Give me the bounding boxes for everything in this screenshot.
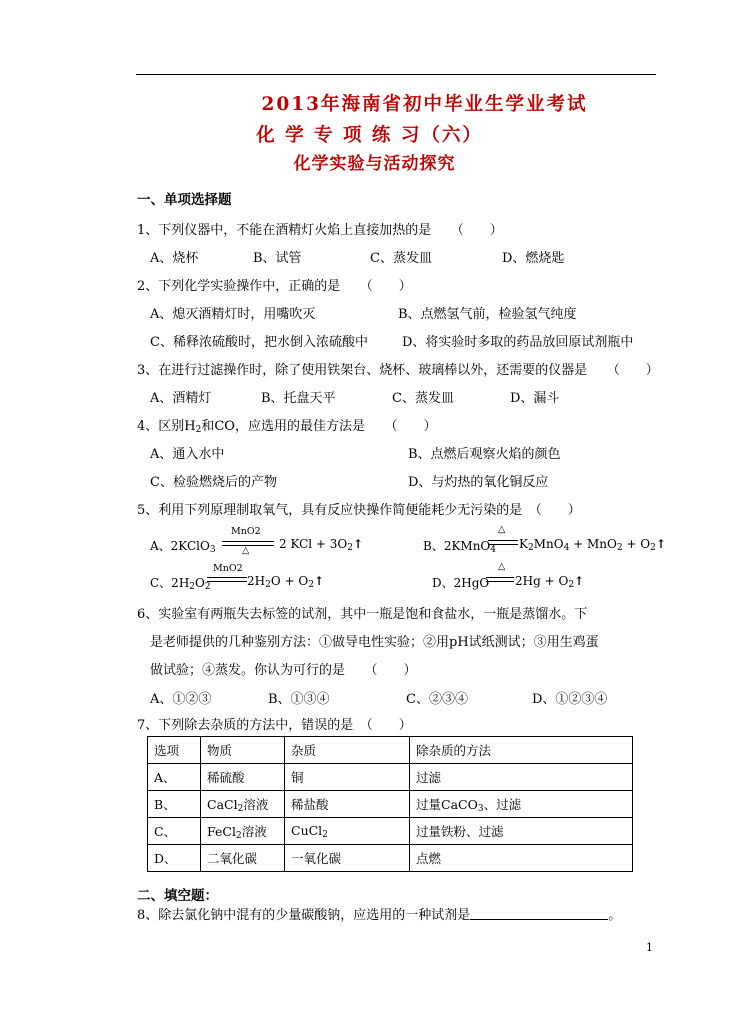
table-header-cell: 物质 bbox=[201, 737, 285, 764]
table-row bbox=[148, 764, 633, 791]
question-5-option-d-products: $2Hg + O_2↑$ bbox=[515, 574, 585, 590]
question-5-option-b-products: $K_2MnO_4 + MnO_2$ + $O_2↑$ bbox=[519, 537, 666, 553]
question-5-option-d-reactant: D、2HgO bbox=[432, 576, 490, 590]
question-6-option-a: A、①②③ bbox=[150, 692, 212, 707]
question-1-stem: 1、下列仪器中，不能在酒精灯火焰上直接加热的是 （ ） bbox=[137, 223, 503, 238]
question-5-option-a-reactant: A、2KClO$_3$ bbox=[150, 539, 216, 555]
question-3-stem: 3、在进行过滤操作时，除了使用铁架台、烧杯、玻璃棒以外，还需要的仪器是 （ ） bbox=[137, 363, 659, 378]
table-cell-impurity: 铜 bbox=[285, 764, 410, 791]
question-5-option-a-heat-symbol: △ bbox=[242, 545, 250, 556]
table-row bbox=[148, 791, 633, 818]
table-header-cell: 杂质 bbox=[285, 737, 410, 764]
question-2-option-d: D、将实验时多取的药品放回原试剂瓶中 bbox=[402, 335, 634, 350]
question-1-option-b: B、试管 bbox=[253, 251, 302, 266]
table-header-cell: 选项 bbox=[148, 737, 201, 764]
question-6-option-d: D、①②③④ bbox=[532, 692, 608, 707]
question-5-option-c-catalyst: MnO2 bbox=[213, 563, 243, 574]
question-5-option-b-heat-symbol: △ bbox=[498, 524, 506, 535]
question-4-option-d: D、与灼热的氧化铜反应 bbox=[408, 475, 549, 490]
table-cell-impurity: 稀盐酸 bbox=[285, 791, 410, 818]
section-heading-fill-in: 二、填空题： bbox=[137, 888, 218, 904]
question-5-option-b-equals-sign bbox=[488, 540, 518, 545]
question-4-option-c: C、检验燃烧后的产物 bbox=[150, 475, 277, 490]
question-2-option-b: B、点燃氢气前，检验氢气纯度 bbox=[398, 307, 577, 322]
table-cell-option: D、 bbox=[148, 845, 201, 872]
table-cell-option: C、 bbox=[148, 818, 201, 845]
question-6-line-3: 做试验；④蒸发。你认为可行的是 （ ） bbox=[150, 663, 417, 678]
table-cell-method: 点燃 bbox=[410, 845, 633, 872]
title-line-2: 化 学 专 项 练 习（六） bbox=[256, 125, 483, 146]
question-3-option-b: B、托盘天平 bbox=[261, 391, 336, 406]
header-rule bbox=[136, 74, 656, 75]
title-line-1: 2013年海南省初中毕业生学业考试 bbox=[261, 94, 588, 115]
table-cell-impurity: 一氧化碳 bbox=[285, 845, 410, 872]
table-cell-substance: CaCl$_2$溶液 bbox=[201, 791, 285, 818]
table-cell-substance: 二氧化碳 bbox=[201, 845, 285, 872]
question-5-option-a-catalyst: MnO2 bbox=[231, 526, 261, 537]
question-5-option-c-products: $2H_2O$ + $O_2↑$ bbox=[247, 574, 324, 590]
question-6-option-b: B、①③④ bbox=[268, 692, 330, 707]
table-cell-method: 过滤 bbox=[410, 764, 633, 791]
question-6-line-2: 是老师提供的几种鉴别方法：①做导电性实验；②用pH试纸测试；③用生鸡蛋 bbox=[150, 635, 599, 650]
question-3-option-c: C、蒸发皿 bbox=[392, 391, 454, 406]
table-header-cell: 除杂质的方法 bbox=[410, 737, 633, 764]
page-number: 1 bbox=[646, 941, 653, 954]
table-row bbox=[148, 818, 633, 845]
question-1-option-d: D、燃烧匙 bbox=[502, 251, 565, 266]
question-3-option-a: A、酒精灯 bbox=[150, 391, 212, 406]
question-4-stem: 4、区别$H_2$和CO，应选用的最佳方法是 （ ） bbox=[137, 419, 437, 435]
section-heading-choice: 一、单项选择题 bbox=[137, 192, 232, 208]
question-8-stem: 8、除去氯化钠中混有的少量碳酸钠，应选用的一种试剂是 。 bbox=[137, 908, 622, 923]
table-cell-substance: FeCl$_2$溶液 bbox=[201, 818, 285, 845]
table-row bbox=[148, 845, 633, 872]
question-5-option-a-products: 2 KCl + $3O_2↑$ bbox=[279, 537, 364, 553]
question-6-line-1: 6、实验室有两瓶失去标签的试剂，其中一瓶是饱和食盐水，一瓶是蒸馏水。下 bbox=[137, 607, 588, 622]
question-5-stem: 5、利用下列原理制取氧气，具有反应快操作简便能耗少无污染的是 （ ） bbox=[137, 503, 581, 518]
table-cell-substance: 稀硫酸 bbox=[201, 764, 285, 791]
answer-blank[interactable] bbox=[470, 907, 608, 920]
title-line-3: 化学实验与活动探究 bbox=[293, 154, 456, 174]
question-5-option-d-equals-sign bbox=[486, 577, 514, 582]
question-5-option-d-heat-symbol: △ bbox=[498, 561, 506, 572]
table-cell-method: 过量CaCO$_3$、过滤 bbox=[410, 791, 633, 818]
question-2-stem: 2、下列化学实验操作中，正确的是 （ ） bbox=[137, 279, 412, 294]
question-3-option-d: D、漏斗 bbox=[510, 391, 560, 406]
table-header-row bbox=[148, 737, 633, 764]
question-5-option-c-reactant: C、$2H_2O_2$ bbox=[150, 576, 211, 592]
question-5-option-b-reactant: B、2KMnO$_4$ bbox=[423, 539, 497, 555]
question-2-option-a: A、熄灭酒精灯时，用嘴吹灭 bbox=[150, 307, 316, 322]
question-4-option-a: A、通入水中 bbox=[150, 447, 225, 462]
table-cell-method: 过量铁粉、过滤 bbox=[410, 818, 633, 845]
question-1-option-c: C、蒸发皿 bbox=[370, 251, 432, 266]
table-cell-impurity: CuCl$_2$ bbox=[285, 818, 410, 845]
question-2-option-c: C、稀释浓硫酸时，把水倒入浓硫酸中 bbox=[150, 335, 368, 350]
table-cell-option: A、 bbox=[148, 764, 201, 791]
question-6-option-c: C、②③④ bbox=[406, 692, 468, 707]
question-1-option-a: A、烧杯 bbox=[150, 251, 199, 266]
table-cell-option: B、 bbox=[148, 791, 201, 818]
question-7-stem: 7、下列除去杂质的方法中，错误的是 （ ） bbox=[137, 718, 412, 733]
question-4-option-b: B、点燃后观察火焰的颜色 bbox=[408, 447, 561, 462]
impurity-table bbox=[147, 736, 633, 872]
question-5-option-c-equals-sign bbox=[207, 577, 247, 582]
